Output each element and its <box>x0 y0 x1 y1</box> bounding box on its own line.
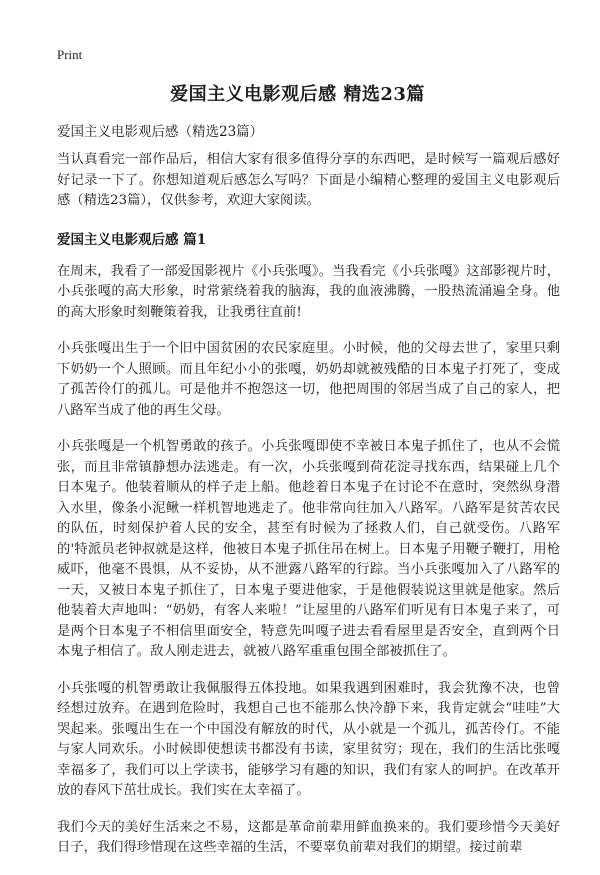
body-paragraph: 小兵张嘎是一个机智勇敢的孩子。小兵张嘎即使不幸被日本鬼子抓住了，也从不会慌张，而且非常镇静想办法逃走。有一次，小兵张嘎到荷花淀寻找东西，结果碰上几个日本鬼子。他装着顺从的样子走上船。他趁着日本鬼子在讨论不在意时，突然纵身潜入水里，像条小泥鳅一样机智地逃走了。他非常向往加入八路军。八路军是贫苦农民的队伍，时刻保护着人民的安全，甚至有时候为了拯救人们，自己就受伤。八路军的'特派员老钟叔就是这样，他被日本鬼子抓住吊在树上。日本鬼子用鞭子鞭打，用枪威吓，他毫不畏惧，从不妥协，从不泄露八路军的行踪。当小兵张嘎加入了八路军的一天，又被日本鬼子抓住了，日本鬼子要进他家，于是他假装说这里就是他家。然后他装着大声地叫：“奶奶，有客人来啦！”让屋里的八路军们听见有日本鬼子来了，可是两个日本鬼子不相信里面安全，特意先叫嘎子进去看看屋里是否安全，直到两个日本鬼子相信了。敌人刚走进去，就被八路军重重包围全部被抓住了。 <box>57 439 560 659</box>
body-paragraph: 小兵张嘎出生于一个旧中国贫困的农民家庭里。小时候，他的父母去世了，家里只剩下奶奶一个人照顾。而且年纪小小的张嘎，奶奶却就被残酷的日本鬼子打死了，变成了孤苦伶仃的孤儿。可是他并不抱怨这一切，他把周围的邻居当成了自己的家人，把八路军当成了他的再生父母。 <box>57 341 560 418</box>
body-paragraph: 在周末，我看了一部爱国影视片《小兵张嘎》。当我看完《小兵张嘎》这部影视片时，小兵张嘎的高大形象，时常萦绕着我的脑海，我的血液沸腾，一股热流涌遍全身。他的高大形象时刻鞭策着我，让我勇往直前! <box>57 263 560 320</box>
section-heading: 爱国主义电影观后感 篇1 <box>57 231 207 248</box>
article-body <box>57 150 560 875</box>
document-subtitle: 爱国主义电影观后感（精选23篇） <box>57 124 264 140</box>
intro-paragraph: 当认真看完一部作品后，相信大家有很多值得分享的东西吧，是时候写一篇观后感好好记录一下了。你想知道观后感怎么写吗？下面是小编精心整理的爱国主义电影观后感（精选23篇），仅供参考，欢迎大家阅读。 <box>57 152 560 208</box>
body-paragraph: 我们今天的美好生活来之不易，这都是革命前辈用鲜血换来的。我们要珍惜今天美好日子，我们得珍惜现在这些幸福的生活，不要辜负前辈对我们的期望。接过前辈 <box>57 819 560 855</box>
print-link[interactable]: Print <box>57 47 83 62</box>
body-paragraph: 小兵张嘎的机智勇敢让我佩服得五体投地。如果我遇到困难时，我会犹豫不决，也曾经想过放弃。在遇到危险时，我想自己也不能那么快冷静下来，我肯定就会“哇哇”大哭起来。张嘎出生在一个中国没有解放的时代，从小就是一个孤儿，孤苦伶仃。不能与家人同欢乐。小时候即使想读书都没有书读，家里贫穷；现在，我们的生活比张嘎幸福多了，我们可以上学读书，能够学习有趣的知识，我们有家人的呵护。在改革开放的春风下茁壮成长。我们实在太幸福了。 <box>57 680 560 798</box>
page-title: 爱国主义电影观后感 精选23篇 <box>170 84 425 105</box>
